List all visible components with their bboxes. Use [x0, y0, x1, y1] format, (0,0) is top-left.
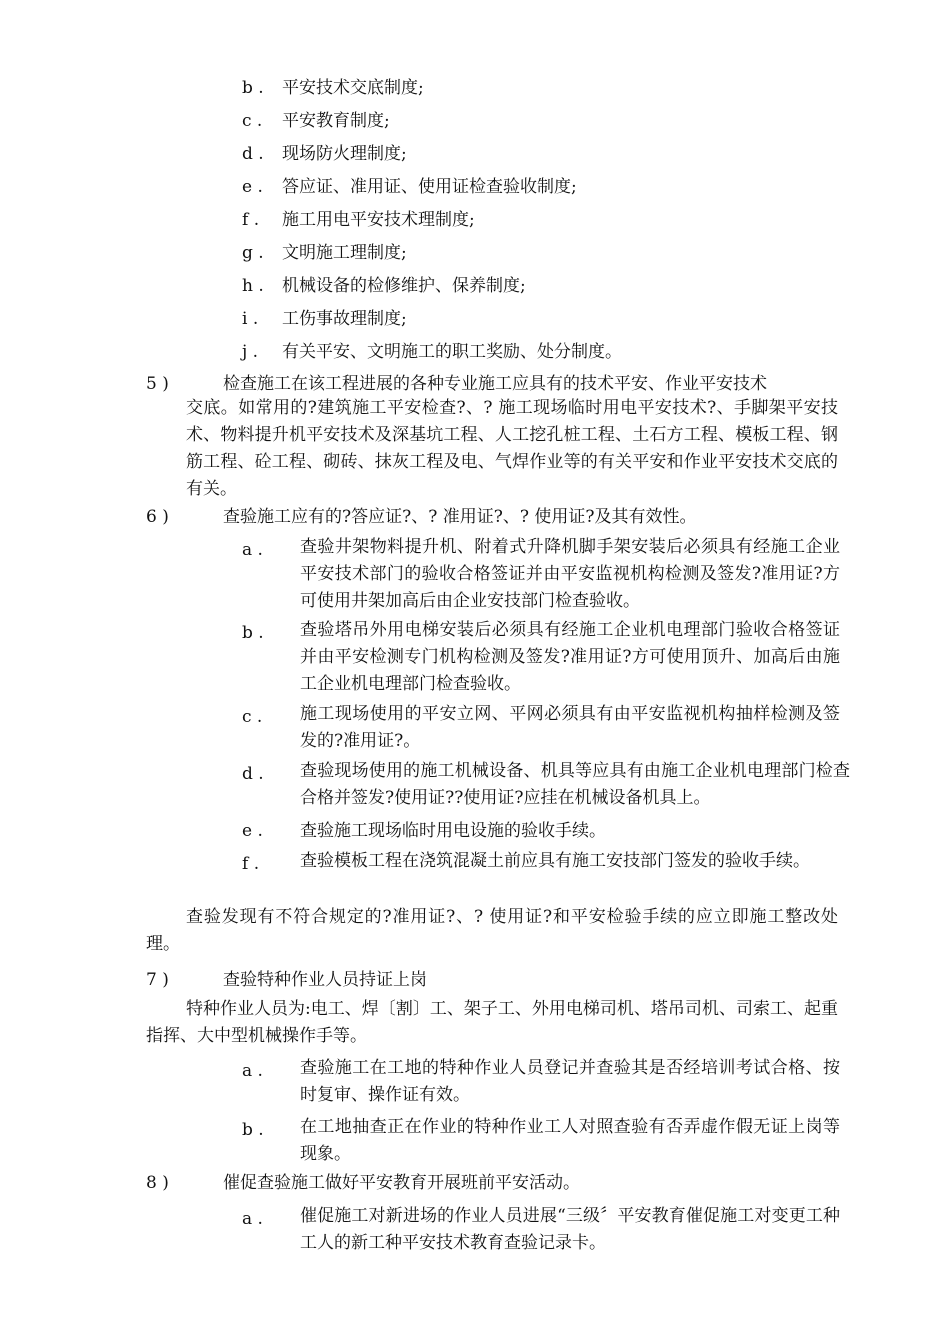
subitem-text: 查验施工在工地的特种作业人员登记并查验其是否经培训考试合格、按时复审、操作证有效。: [300, 1058, 840, 1105]
list-item: 平安技术交底制度;: [282, 78, 424, 98]
list-item: 工伤事故理制度;: [282, 309, 407, 329]
list-marker: g .: [242, 243, 264, 263]
subitem-text: 查验现场使用的施工机械设备、机具等应具有由施工企业机电理部门检查合格并签发?使用证??使用证?应挂在机械设备机具上。: [300, 761, 850, 808]
item-heading: 查验特种作业人员持证上岗: [223, 970, 427, 990]
item-number: 7 ): [146, 970, 169, 990]
item-note: 查验发现有不符合规定的?准用证?、? 使用证?和平安检验手续的应立即施工整改处理。: [146, 907, 838, 954]
list-marker: j .: [242, 342, 259, 362]
list-item: 文明施工理制度;: [282, 243, 407, 263]
subitem-marker: a .: [242, 1209, 263, 1229]
list-marker: d .: [242, 144, 264, 164]
item-body: 交底。如常用的?建筑施工平安检查?、? 施工现场临时用电平安技术?、手脚架平安技术、物料提升机平安技术及深基坑工程、人工挖孔桩工程、土石方工程、模板工程、钢筋工程、砼工程、砌砖、抹灰工程及电、气焊作业等的有关平安和作业平安技术交底的有关。: [186, 398, 838, 499]
list-item: 答应证、准用证、使用证检查验收制度;: [282, 177, 577, 197]
subitem-marker: d .: [242, 764, 264, 784]
item-heading: 催促查验施工做好平安教育开展班前平安活动。: [223, 1173, 580, 1193]
subitem-marker: b .: [242, 623, 264, 643]
subitem-text: 在工地抽查正在作业的特种作业工人对照查验有否弄虚作假无证上岗等现象。: [300, 1117, 840, 1164]
subitem-text: 催促施工对新进场的作业人员进展“三级〞平安教育催促施工对变更工种工人的新工种平安技术教育查验记录卡。: [300, 1206, 840, 1253]
list-marker: f .: [242, 210, 260, 230]
subitem-text: 查验塔吊外用电梯安装后必须具有经施工企业机电理部门验收合格签证并由平安检测专门机构检测及签发?准用证?方可使用顶升、加高后由施工企业机电理部门检查验收。: [300, 620, 840, 694]
subitem-marker: c .: [242, 707, 263, 727]
subitem-text: 查验井架物料提升机、附着式升降机脚手架安装后必须具有经施工企业平安技术部门的验收合格签证并由平安监视机构检测及签发?准用证?方可使用井架加高后由企业安技部门检查验收。: [300, 537, 840, 611]
item-note: 特种作业人员为:电工、焊〔割〕工、架子工、外用电梯司机、塔吊司机、司索工、起重指挥、大中型机械操作手等。: [146, 999, 838, 1046]
item-number: 8 ): [146, 1173, 169, 1193]
subitem-marker: b .: [242, 1120, 264, 1140]
item-number: 6 ): [146, 507, 169, 527]
list-marker: i .: [242, 309, 259, 329]
subitem-text: 查验模板工程在浇筑混凝土前应具有施工安技部门签发的验收手续。: [300, 851, 810, 871]
item-heading: 查验施工应有的?答应证?、? 准用证?、? 使用证?及其有效性。: [223, 507, 697, 527]
list-item: 平安教育制度;: [282, 111, 390, 131]
item-number: 5 ): [146, 374, 169, 394]
list-marker: b .: [242, 78, 264, 98]
list-item: 现场防火理制度;: [282, 144, 407, 164]
subitem-text: 施工现场使用的平安立网、平网必须具有由平安监视机构抽样检测及签发的?准用证?。: [300, 704, 840, 751]
list-item: 施工用电平安技术理制度;: [282, 210, 475, 230]
list-marker: c .: [242, 111, 263, 131]
subitem-marker: e .: [242, 821, 263, 841]
subitem-marker: f .: [242, 854, 260, 874]
subitem-marker: a .: [242, 540, 263, 560]
list-marker: e .: [242, 177, 263, 197]
subitem-marker: a .: [242, 1061, 263, 1081]
subitem-text: 查验施工现场临时用电设施的验收手续。: [300, 821, 606, 841]
list-marker: h .: [242, 276, 264, 296]
item-heading: 检查施工在该工程进展的各种专业施工应具有的技术平安、作业平安技术: [223, 374, 767, 394]
list-item: 有关平安、文明施工的职工奖励、处分制度。: [282, 342, 622, 362]
list-item: 机械设备的检修维护、保养制度;: [282, 276, 526, 296]
